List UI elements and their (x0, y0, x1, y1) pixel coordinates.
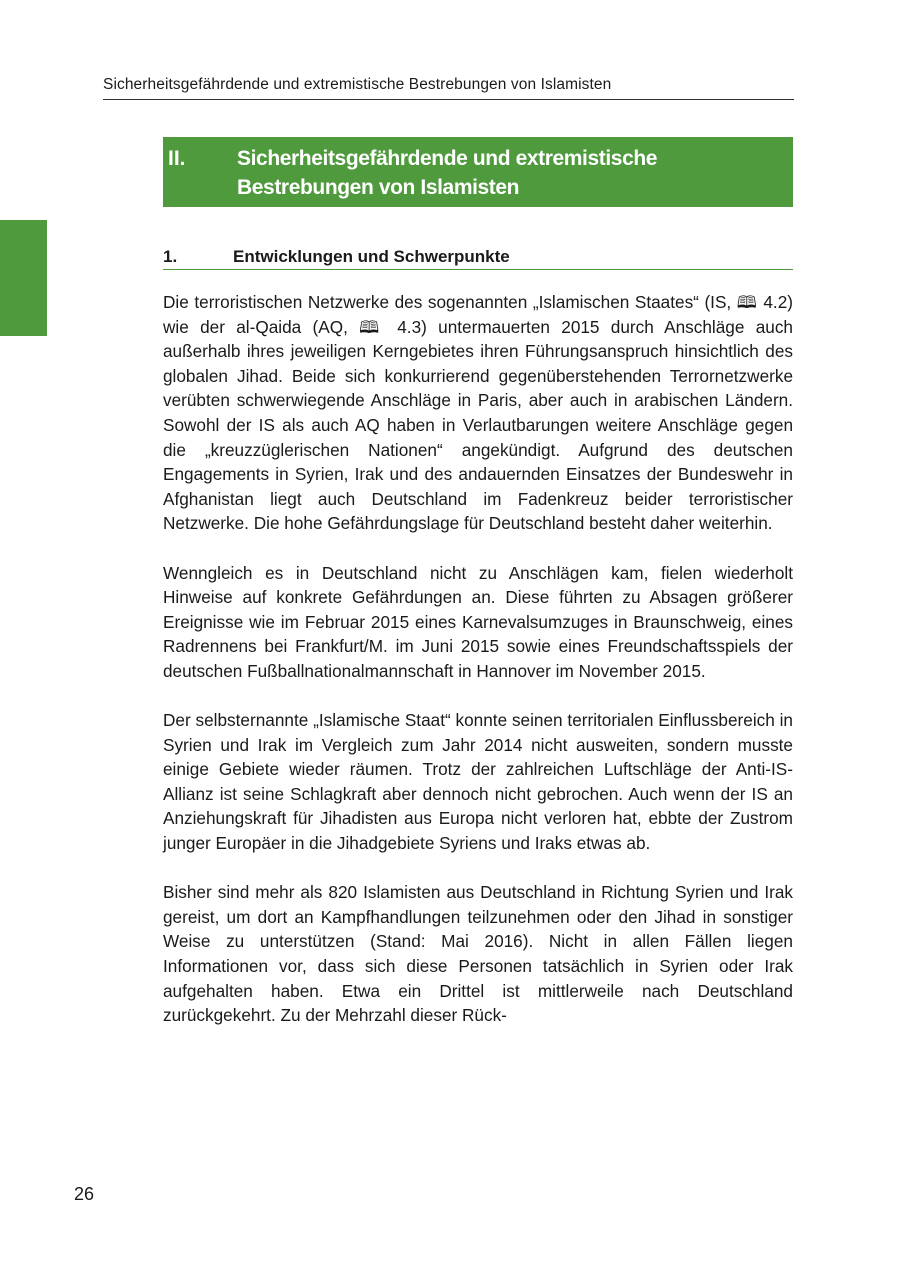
page-number: 26 (74, 1184, 95, 1204)
chapter-number: II. (168, 147, 186, 170)
chapter-heading-box (163, 137, 793, 207)
section-number: 1. (163, 247, 178, 266)
paragraph: Bisher sind mehr als 820 Islamisten aus Deutschland in Richtung Syrien und Irak gereist, um dort an Kampfhandlungen teilzunehmen oder den Jihad in sonstiger Weise zu unterstützen (Stand: Mai 2016). Nicht in allen Fällen liegen Informationen vor, dass sich diese Personen tatsächlich in Syrien oder Irak aufgehalten haben. Etwa ein Drittel ist mittlerweile nach Deutschland zurückgekehrt. Zu der Mehrzahl dieser Rück- (163, 882, 793, 1026)
paragraph: Die terroristischen Netzwerke des sogenannten „Islamischen Staates“ (IS, 🕮 4.2) wie der al-Qaida (AQ, 🕮 4.3) untermauerten 2015 durch Anschläge auch außerhalb ihres jeweiligen Kerngebietes ihren Führungsanspruch hinsichtlich des globalen Jihad. Beide sich konkurrierend gegenüberstehenden Terrornetzwerke verübten schwerwiegende Anschläge in Paris, aber auch in arabischen Ländern. Sowohl der IS als auch AQ haben in Verlautbarungen weitere Anschläge gegen die „kreuzzüglerischen Nationen“ angekündigt. Aufgrund des deutschen Engagements in Syrien, Irak und des andauernden Einsatzes der Bundeswehr in Afghanistan liegt auch Deutschland im Fadenkreuz beider terroristischer Netzwerke. Die hohe Gefährdungslage für Deutschland besteht daher weiterhin. (163, 292, 793, 534)
body-text (163, 290, 793, 1052)
paragraph: Der selbsternannte „Islamische Staat“ konnte seinen territorialen Einflussbereich in Syrien und Irak im Vergleich zum Jahr 2014 nicht ausweiten, sondern musste einige Gebiete wieder räumen. Trotz der zahlreichen Luftschläge der Anti-IS-Allianz ist seine Schlagkraft aber dennoch nicht gebrochen. Auch wenn der IS an Anziehungskraft für Jihadisten aus Europa nicht verloren hat, ebbte der Zustrom junger Europäer in die Jihadgebiete Syriens und Iraks etwas ab. (163, 710, 793, 854)
chapter-side-tab (0, 220, 47, 336)
section-heading (163, 245, 793, 270)
chapter-title: Sicherheitsgefährdende und extremistische Bestrebungen von Islamisten (237, 147, 658, 199)
section-title: Entwicklungen und Schwerpunkte (233, 247, 510, 266)
paragraph: Wenngleich es in Deutschland nicht zu Anschlägen kam, fielen wiederholt Hinweise auf konkrete Gefährdungen an. Diese führten zu Absagen größerer Ereignisse wie im Februar 2015 eines Karnevalsumzuges in Braunschweig, eines Radrennens bei Frankfurt/M. im Juni 2015 sowie eines Freundschaftsspiels der deutschen Fußballnationalmannschaft in Hannover im November 2015. (163, 562, 793, 681)
running-header: Sicherheitsgefährdende und extremistische Bestrebungen von Islamisten (103, 76, 794, 100)
